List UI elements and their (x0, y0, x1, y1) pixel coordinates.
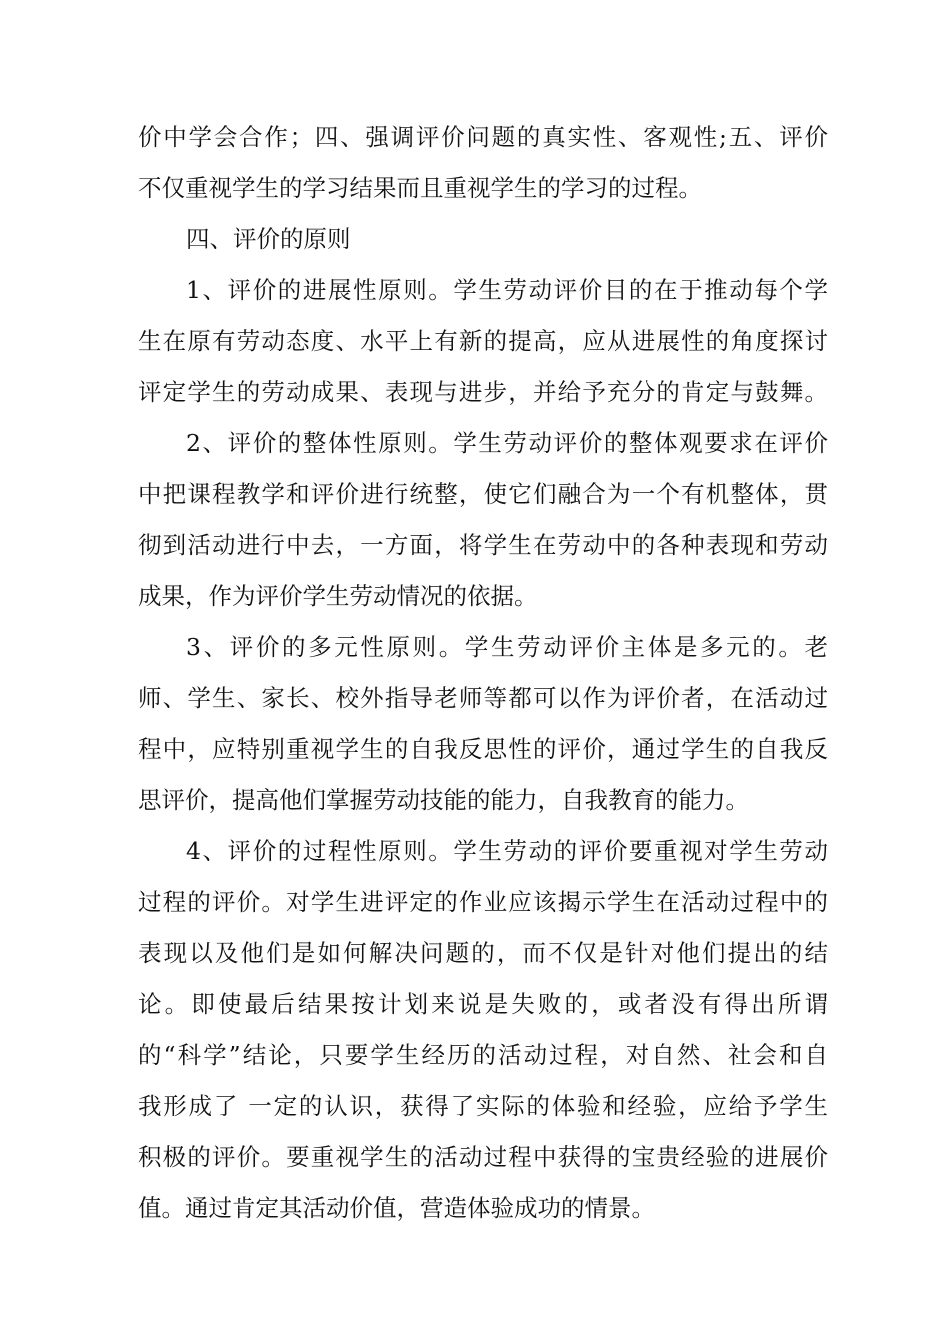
text-line: 中把课程教学和评价进行统整，使它们融合为一个有机整体，贯 (138, 480, 828, 508)
text-line: 2、评价的整体性原则。学生劳动评价的整体观要求在评价 (186, 429, 828, 457)
text-line: 彻到活动进行中去，一方面，将学生在劳动中的各种表现和劳动 (138, 531, 828, 559)
text-line: 不仅重视学生的学习结果而且重视学生的学习的过程。 (138, 174, 702, 202)
text-line: 的“科学”结论，只要学生经历的活动过程，对自然、社会和自 (138, 1041, 828, 1069)
text-line: 3、评价的多元性原则。学生劳动评价主体是多元的。老 (186, 633, 828, 661)
text-line: 成果，作为评价学生劳动情况的依据。 (138, 582, 538, 610)
text-line: 思评价，提高他们掌握劳动技能的能力，自我教育的能力。 (138, 786, 749, 814)
text-line: 评定学生的劳动成果、表现与进步，并给予充分的肯定与鼓舞。 (138, 378, 828, 406)
text-line: 师、学生、家长、校外指导老师等都可以作为评价者，在活动过 (138, 684, 828, 712)
text-line: 1、评价的进展性原则。学生劳动评价目的在于推动每个学 (186, 276, 828, 304)
text-line: 积极的评价。要重视学生的活动过程中获得的宝贵经验的进展价 (138, 1143, 828, 1171)
text-line: 我形成了 一定的认识，获得了实际的体验和经验，应给予学生 (138, 1092, 828, 1120)
text-line: 表现以及他们是如何解决问题的，而不仅是针对他们提出的结 (138, 939, 828, 967)
text-line: 4、评价的过程性原则。学生劳动的评价要重视对学生劳动 (186, 837, 828, 865)
text-line: 值。通过肯定其活动价值，营造体验成功的情景。 (138, 1194, 655, 1222)
text-line: 程中，应特别重视学生的自我反思性的评价，通过学生的自我反 (138, 735, 828, 763)
body-text (138, 112, 828, 1234)
text-line: 论。即使最后结果按计划来说是失败的，或者没有得出所谓 (138, 990, 828, 1018)
text-line: 过程的评价。对学生进评定的作业应该揭示学生在活动过程中的 (138, 888, 828, 916)
text-line: 价中学会合作；四、强调评价问题的真实性、客观性;五、评价 (138, 123, 828, 151)
section-heading: 四、评价的原则 (186, 225, 351, 253)
text-line: 生在原有劳动态度、水平上有新的提高，应从进展性的角度探讨 (138, 327, 828, 355)
